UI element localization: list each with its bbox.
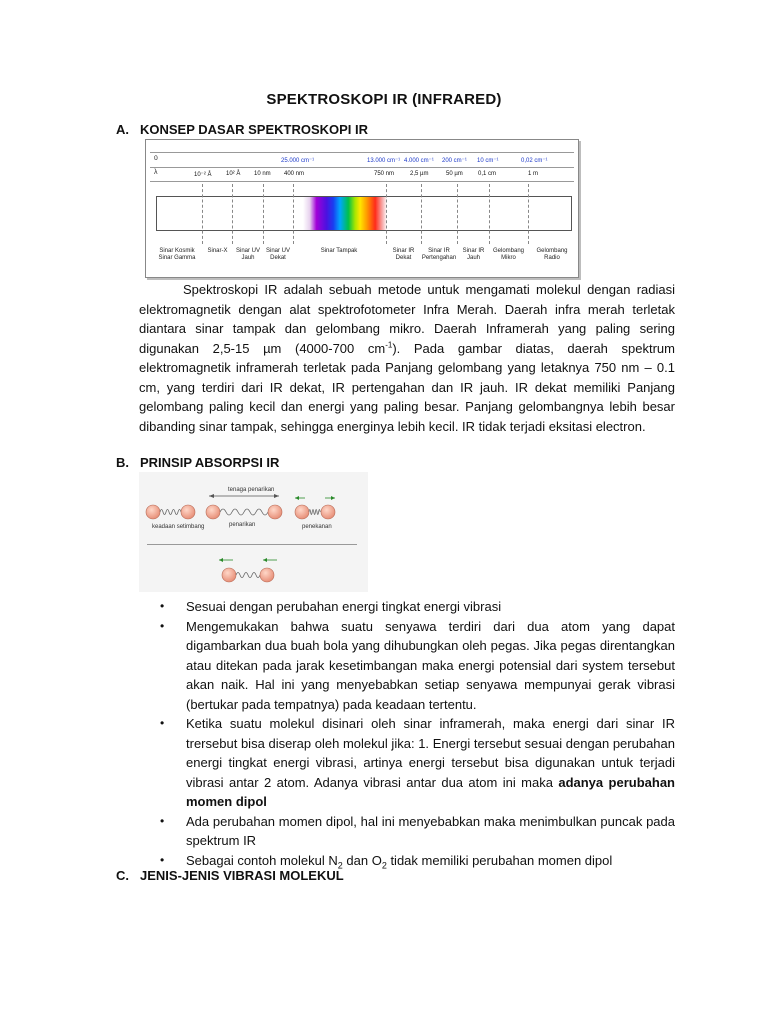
list-item: • Ada perubahan momen dipol, hal ini menyebabkan maka menimbulkan puncak pada spektrum IR: [160, 813, 675, 848]
label-stretch: penarikan: [229, 522, 256, 528]
wavelength-label: 10⁻² Å: [194, 172, 212, 178]
wavelength-label: 0,1 cm: [478, 171, 497, 177]
section-b-heading: [116, 455, 279, 470]
bullet-icon: •: [160, 716, 165, 730]
list-item: • Ketika suatu molekul disinari oleh sinar inframerah, maka energi dari sinar IR trersebut bisa diserap oleh molekul jika: 1. Energi tersebut sesuai dengan perubahan energi tingkat energi vibrasi, artinya energi tersebut bisa digunakan untuk terjadi vibrasi antar 2 atom. Adanya vibrasi antar dua atom ini maka adanya perubahan momen dipol: [160, 716, 676, 809]
visible-light-gradient: [303, 197, 387, 230]
electromagnetic-spectrum-figure: [145, 139, 579, 278]
vibrating-molecule: [219, 558, 277, 582]
region-divider: [202, 184, 203, 244]
bullet-list: [158, 597, 675, 870]
list-item: • Sesuai dengan perubahan energi tingkat energi vibrasi: [158, 597, 675, 617]
section-a-number: A.: [116, 122, 129, 137]
intro-paragraph: [139, 280, 675, 436]
wavelength-label: 750 nm: [374, 171, 395, 177]
bold-phrase: adanya perubahan momen dipol: [186, 774, 676, 809]
region-label: Gelombang Mikro: [492, 248, 525, 261]
list-item: • Sebagai contoh molekul $N_2$ dan $O_2$ tidak memiliki perubahan momen dipol: [160, 852, 613, 871]
region-label: Sinar Tampak: [320, 248, 358, 254]
region-label: Gelombang Radio: [536, 248, 568, 261]
section-b-title: PRINSIP ABSORPSI IR: [140, 455, 280, 470]
paragraph-text: ). Pada gambar diatas, daerah spektrum elektromagnetik inframerah terletak pada Panjang gelombang yang letaknya 750 nm – 0.1 cm, yang terdiri dari IR dekat, IR pertengahan dan IR jauh. IR dekat memiliki Panjang gelombang paling kecil dan energi yang paling besar. Panjang gelombangnya lebih besar dibanding sinar tampak, sehingga energinya lebih kecil. IR tidak terjadi eksitasi electron.: [139, 340, 675, 434]
label-force: tenaga penarikan: [228, 487, 275, 493]
wavelength-label: 400 nm: [284, 171, 305, 177]
bullet-icon: •: [160, 618, 165, 633]
wavenumber-label: 25.000 cm⁻¹: [281, 158, 315, 164]
wavelength-label: 10 nm: [254, 171, 271, 177]
label-compress: penekanan: [302, 524, 332, 530]
section-b-number: B.: [116, 455, 129, 470]
region-label: Sinar UV Jauh: [235, 248, 260, 261]
section-c-heading: [116, 868, 344, 883]
region-label: Sinar IR Dekat: [392, 248, 415, 261]
region-label: Sinar IR Pertengahan: [421, 248, 457, 261]
figure-rule: [150, 167, 574, 168]
equilibrium-molecule: [146, 505, 195, 519]
region-divider: [232, 184, 233, 244]
wavelength-label: 1 m: [528, 171, 539, 177]
figure-divider: [147, 544, 357, 545]
region-divider: [421, 184, 422, 244]
wavelength-label: 50 µm: [446, 171, 463, 177]
wavenumber-symbol: ῡ: [154, 155, 158, 162]
region-divider: [386, 184, 387, 244]
wavelength-label: 2,5 µm: [410, 171, 429, 177]
region-divider: [528, 184, 529, 244]
list-item: • Mengemukakan bahwa suatu senyawa terdiri dari dua atom yang dapat digambarkan dua buah bola yang dihubungkan oleh pegas. Jika pegas direntangkan atau ditekan pada jarak kesetimbangan maka energi potensial dari system tersebut akan naik. Hal ini yang menyebabkan setiap senyawa mempunyai gerak vibrasi (bertukar pada tempatnya) pada keadaan tertentu.: [160, 618, 675, 712]
region-divider: [263, 184, 264, 244]
label-equilibrium: keadaan setimbang: [152, 524, 205, 530]
bullet-icon: •: [160, 599, 165, 613]
wavenumber-label: 0,02 cm⁻¹: [521, 158, 548, 164]
wavenumber-label: 4.000 cm⁻¹: [404, 158, 434, 164]
spectrum-band: [156, 196, 572, 231]
figure-rule: [150, 152, 574, 153]
page-title: SPEKTROSKOPI IR (INFRARED): [266, 91, 502, 108]
wavelength-label: 10² Å: [226, 171, 241, 177]
region-label: Sinar UV Dekat: [265, 248, 290, 261]
bullet-icon: •: [160, 813, 165, 828]
bullet-icon: •: [160, 852, 165, 867]
wavelength-symbol: λ: [154, 169, 158, 176]
paragraph-superscript: -1: [385, 340, 393, 350]
region-label: Sinar IR Jauh: [462, 248, 485, 261]
compressed-molecule: [295, 496, 335, 519]
absorption-principle-figure: [139, 472, 368, 592]
region-label: Sinar Kosmik Sinar Gamma: [158, 248, 196, 261]
region-divider: [293, 184, 294, 244]
paragraph-text: Spektroskopi IR adalah sebuah metode untuk mengamati molekul dengan radiasi elektromagnetik dengan alat spektrofotometer Infra Merah. Daerah infra merah terletak diantara sinar tampak dan gelombang mikro. Daerah Inframerah yang paling sering digunakan 2,5-15 µm (4000-700 cm: [139, 282, 675, 356]
section-c-title: JENIS-JENIS VIBRASI MOLEKUL: [140, 868, 344, 883]
section-c-number: C.: [116, 868, 129, 883]
wavenumber-label: 200 cm⁻¹: [442, 158, 467, 164]
wavenumber-label: 13.000 cm⁻¹: [367, 158, 401, 164]
section-a-title: KONSEP DASAR SPEKTROSKOPI IR: [140, 122, 369, 137]
region-divider: [457, 184, 458, 244]
region-label: Sinar-X: [207, 248, 228, 254]
region-divider: [489, 184, 490, 244]
wavenumber-label: 10 cm⁻¹: [477, 158, 499, 164]
stretched-molecule: [206, 494, 282, 519]
figure-rule: [150, 181, 574, 182]
section-a-heading: [116, 122, 368, 137]
